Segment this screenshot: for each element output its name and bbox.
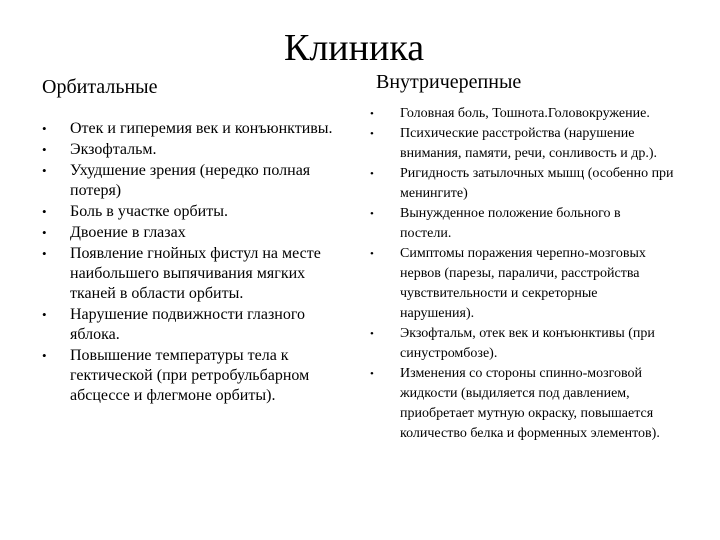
list-item xyxy=(42,161,342,201)
bullet: • xyxy=(42,246,47,261)
list-item-text: Двоение в глазах xyxy=(70,224,186,241)
slide-title: Клиника xyxy=(284,27,425,69)
list-item xyxy=(370,324,675,364)
bullet: • xyxy=(42,225,47,240)
bullet: • xyxy=(370,128,374,140)
bullet: • xyxy=(42,163,47,178)
bullet: • xyxy=(370,248,374,260)
bullet: • xyxy=(370,208,374,220)
bullet: • xyxy=(42,307,47,322)
list-item xyxy=(42,305,342,345)
list-item xyxy=(370,164,675,204)
intracranial-heading: Внутричерепные xyxy=(376,71,522,93)
list-item-text: Изменения со стороны спинно-мозговой жидкости (выдиляется под давлением, приобретает мутную окраску, повышается количество белка и форменных элементов). xyxy=(400,366,660,441)
bullet: • xyxy=(370,368,374,380)
bullet: • xyxy=(42,121,47,136)
orbital-heading: Орбитальные xyxy=(42,76,158,98)
list-item xyxy=(42,202,342,222)
list-item-text: Психические расстройства (нарушение внимания, памяти, речи, сонливость и др.). xyxy=(400,126,658,161)
list-item xyxy=(42,140,342,160)
list-item xyxy=(42,346,342,406)
list-item-text: Ригидность затылочных мышц (особенно при менингите) xyxy=(400,166,674,201)
list-item-text: Ухудшение зрения (нередко полная потеря) xyxy=(70,162,311,199)
bullet: • xyxy=(42,348,47,363)
list-item-text: Вынужденное положение больного в постели. xyxy=(400,206,621,241)
list-item-text: Экзофтальм. xyxy=(70,141,157,158)
bullet: • xyxy=(42,142,47,157)
list-item-text: Головная боль, Тошнота.Головокружение. xyxy=(400,106,650,121)
list-item xyxy=(370,364,675,444)
list-item-text: Появление гнойных фистул на месте наибольшего выпячивания мягких тканей в области орбиты. xyxy=(70,245,321,302)
bullet: • xyxy=(370,328,374,340)
list-item-text: Повышение температуры тела к гектической (при ретробульбарном абсцессе и флегмоне орбиты). xyxy=(70,347,310,404)
bullet: • xyxy=(42,204,47,219)
bullet: • xyxy=(370,108,374,120)
list-item-text: Симптомы поражения черепно-мозговых нервов (парезы, параличи, расстройства чувствительности и секреторные нарушения). xyxy=(400,246,646,321)
list-item xyxy=(42,119,342,139)
list-item xyxy=(42,244,342,304)
list-item xyxy=(370,204,675,244)
list-item-text: Отек и гиперемия век и конъюнктивы. xyxy=(70,120,333,137)
intracranial-symptoms-list xyxy=(370,104,675,444)
list-item xyxy=(370,104,675,124)
orbital-symptoms-list xyxy=(42,119,342,407)
list-item-text: Нарушение подвижности глазного яблока. xyxy=(70,306,306,343)
bullet: • xyxy=(370,168,374,180)
list-item xyxy=(42,223,342,243)
list-item xyxy=(370,244,675,324)
list-item-text: Экзофтальм, отек век и конъюнктивы (при синустромбозе). xyxy=(400,326,655,361)
list-item-text: Боль в участке орбиты. xyxy=(70,203,228,220)
list-item xyxy=(370,124,675,164)
